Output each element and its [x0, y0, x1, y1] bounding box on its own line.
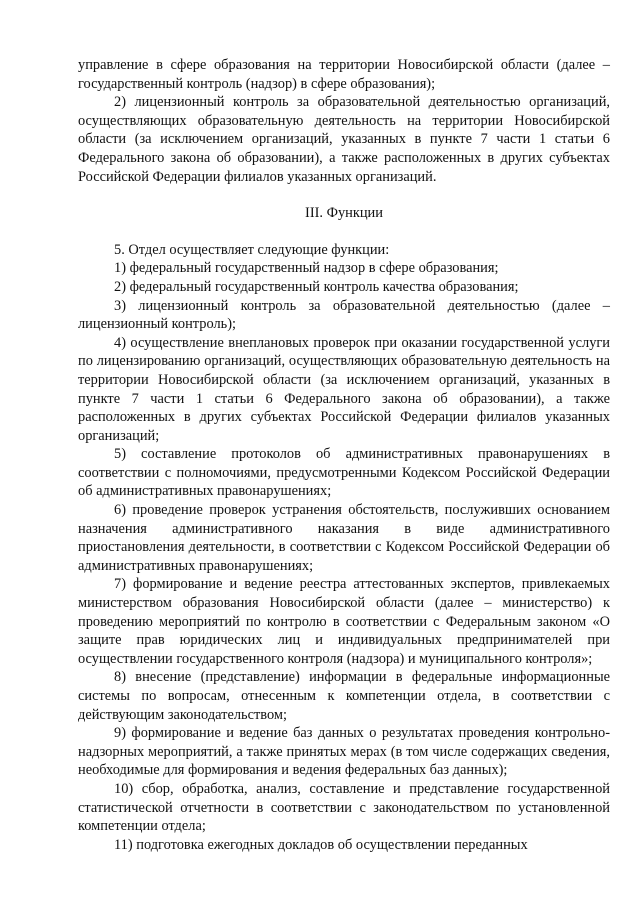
list-item-3: 3) лицензионный контроль за образовательной деятельностью (далее – лицензионный контроль);: [78, 297, 610, 333]
paragraph-licensing-control: 2) лицензионный контроль за образовательной деятельностью организаций, осуществляющих образовательную деятельность на территории Новосибирской области (за исключением организаций, указанных в пункте 7 части 1 статьи 6 Федерального закона об образовании), а также расположенных в других субъектах Российской Федерации филиалов указанных организаций.: [78, 94, 610, 185]
section-heading: III. Функции: [305, 205, 383, 222]
list-item-10: 10) сбор, обработка, анализ, составление и представление государственной статистической отчетности в соответствии с законодательством по установленной компетенции отдела;: [78, 780, 610, 835]
list-item-8: 8) внесение (представление) информации в федеральные информационные системы по вопросам, отнесенным к компетенции отдела, в соответствии с действующим законодательством;: [78, 669, 610, 723]
list-item-4: 4) осуществление внеплановых проверок при оказании государственной услуги по лицензированию организаций, осуществляющих образовательную деятельность на территории Новосибирской области (за исключением организаций, указанных в пункте 7 части 1 статьи 6 Федерального закона об образовании), а также расположенных в других субъектах Российской Федерации филиалов указанных организаций;: [78, 334, 610, 444]
list-item-5: 5) составление протоколов об административных правонарушениях в соответствии с полномочиями, предусмотренными Кодексом Российской Федерации об административных правонарушениях;: [78, 446, 610, 500]
list-item-7: 7) формирование и ведение реестра аттестованных экспертов, привлекаемых министерством образования Новосибирской области (далее – министерство) к проведению мероприятий по контролю в соответствии с Федеральным законом «О защите прав юридических лиц и индивидуальных предпринимателей при осуществлении государственного контроля (надзора) и муниципального контроля»;: [78, 576, 610, 667]
document-page: [78, 56, 610, 854]
paragraph-continuation: управление в сфере образования на территории Новосибирской области (далее – государственный контроль (надзор) в сфере образования);: [78, 57, 610, 92]
list-item-6: 6) проведение проверок устранения обстоятельств, послуживших основанием назначения административного наказания в виде административного приостановления деятельности, в соответствии с Кодексом Российской Федерации об административных правонарушениях;: [78, 502, 610, 574]
list-item-11: 11) подготовка ежегодных докладов об осуществлении переданных: [114, 836, 528, 853]
list-item-intro: 5. Отдел осуществляет следующие функции:: [114, 241, 390, 258]
list-item-9: 9) формирование и ведение баз данных о результатах проведения контрольно-надзорных мероприятий, а также принятых мерах (в том числе содержащих сведения, необходимые для формирования и ведения федеральных баз данных);: [78, 725, 610, 779]
list-item-1: 1) федеральный государственный надзор в сфере образования;: [114, 260, 499, 277]
list-item-2: 2) федеральный государственный контроль качества образования;: [114, 278, 519, 295]
